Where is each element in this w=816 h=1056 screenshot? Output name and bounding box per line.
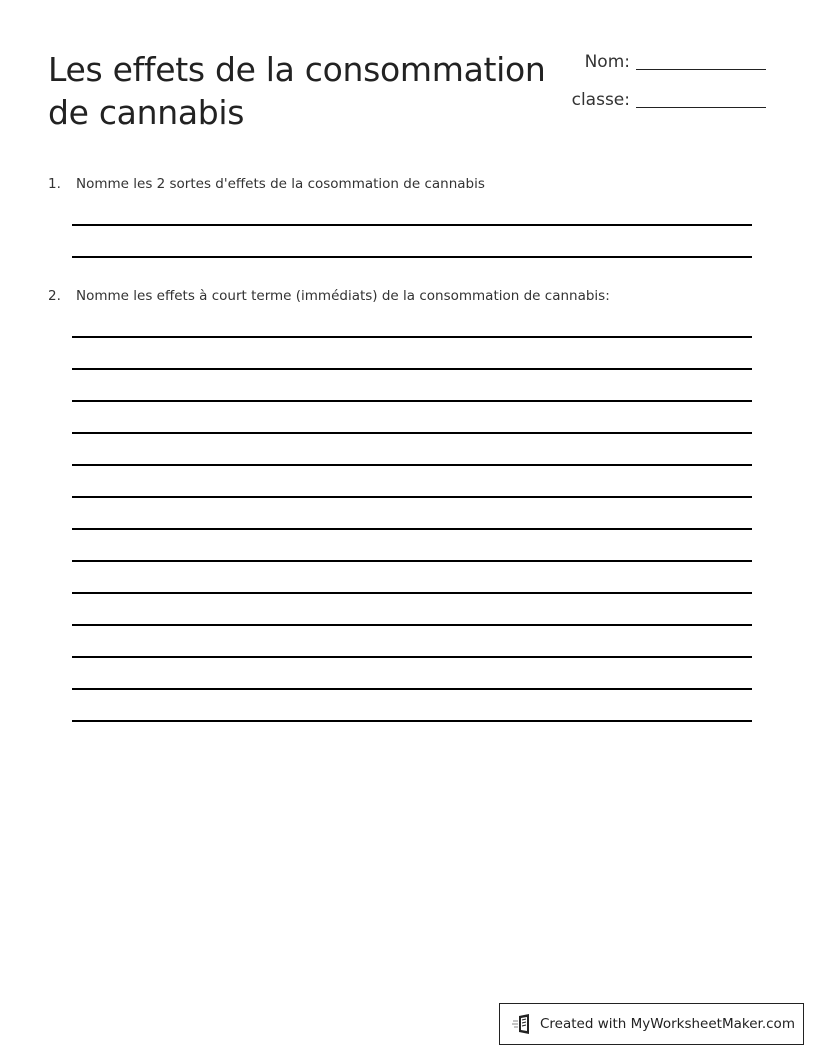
name-field-line[interactable] [636,68,766,70]
answer-line[interactable] [72,560,752,562]
created-with-badge[interactable] [499,1003,804,1045]
question-1 [48,176,485,192]
answer-line[interactable] [72,256,752,258]
question-text: Nomme les effets à court terme (immédiats) de la consommation de cannabis: [76,288,610,304]
answer-line[interactable] [72,720,752,722]
answer-line[interactable] [72,624,752,626]
answer-line[interactable] [72,528,752,530]
badge-text: Created with MyWorksheetMaker.com [540,1016,795,1032]
answer-line[interactable] [72,496,752,498]
question-2 [48,288,610,304]
answer-line[interactable] [72,224,752,226]
answer-line[interactable] [72,688,752,690]
name-field[interactable] [540,52,766,72]
title-line-1: Les effets de la consommation [48,50,546,89]
class-field[interactable] [540,90,766,110]
question-number: 1. [48,176,61,192]
answer-line[interactable] [72,592,752,594]
answer-line[interactable] [72,368,752,370]
answer-line[interactable] [72,336,752,338]
worksheet-title [48,48,548,134]
class-field-label: classe: [571,90,630,110]
answer-line[interactable] [72,400,752,402]
answer-line[interactable] [72,464,752,466]
question-number: 2. [48,288,61,304]
class-field-line[interactable] [636,106,766,108]
title-line-2: de cannabis [48,93,245,132]
name-field-label: Nom: [584,52,630,72]
answer-line[interactable] [72,432,752,434]
answer-line[interactable] [72,656,752,658]
question-text: Nomme les 2 sortes d'effets de la cosommation de cannabis [76,176,485,192]
worksheet-maker-logo-icon [512,1013,534,1035]
